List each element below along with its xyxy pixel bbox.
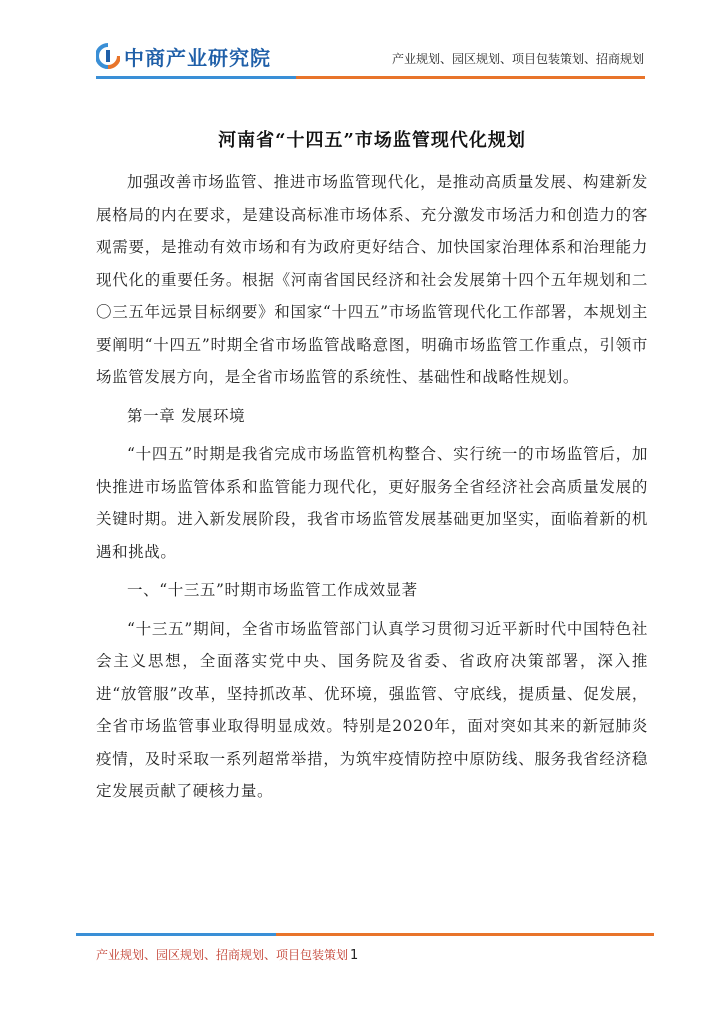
page-number: 1 [350,948,359,963]
document-title: 河南省“十四五”市场监管现代化规划 [218,130,526,151]
intro-paragraph: 加强改善市场监管、推进市场监管现代化，是推动高质量发展、构建新发展格局的内在要求，是建设高标准市场体系、充分激发市场活力和创造力的客观需要，是推动有效市场和有为政府更好结合、加快国家治理体系和治理能力现代化的重要任务。根据《河南省国民经济和社会发展第十四个五年规划和二〇三五年远景目标纲要》和国家“十四五”市场监管现代化工作部署，本规划主要阐明“十四五”时期全省市场监管战略意图，明确市场监管工作重点，引领市场监管发展方向，是全省市场监管的系统性、基础性和战略性规划。 [96,173,648,386]
footer-divider-orange [276,933,654,936]
footer-divider-blue [76,933,276,936]
page-header [0,0,724,90]
header-tagline: 产业规划、园区规划、项目包装策划、招商规划 [391,52,644,66]
footer-text: 产业规划、园区规划、招商规划、项目包装策划 [96,948,349,962]
logo-mark-icon [96,43,120,69]
header-divider-orange [296,76,645,79]
document-body [96,118,648,814]
header-divider-blue [96,76,296,79]
section-paragraph: “十三五”期间，全省市场监管部门认真学习贯彻习近平新时代中国特色社会主义思想，全面落实党中央、国务院及省委、省政府决策部署，深入推进“放管服”改革，坚持抓改革、优环境，强监管、守底线，提质量、促发展，全省市场监管事业取得明显成效。特别是2020年，面对突如其来的新冠肺炎疫情，及时采取一系列超常举措，为筑牢疫情防控中原防线、服务我省经济稳定发展贡献了硬核力量。 [96,619,648,800]
chapter-heading: 第一章 发展环境 [127,406,246,425]
chapter-paragraph: “十四五”时期是我省完成市场监管机构整合、实行统一的市场监管后，加快推进市场监管体系和监管能力现代化，更好服务全省经济社会高质量发展的关键时期。进入新发展阶段，我省市场监管发展基础更加坚实，面临着新的机遇和挑战。 [96,445,648,561]
page-footer [96,946,358,963]
logo-text: 中商产业研究院 [124,45,271,70]
logo [96,40,271,72]
section-heading: 一、“十三五”时期市场监管工作成效显著 [127,581,418,599]
